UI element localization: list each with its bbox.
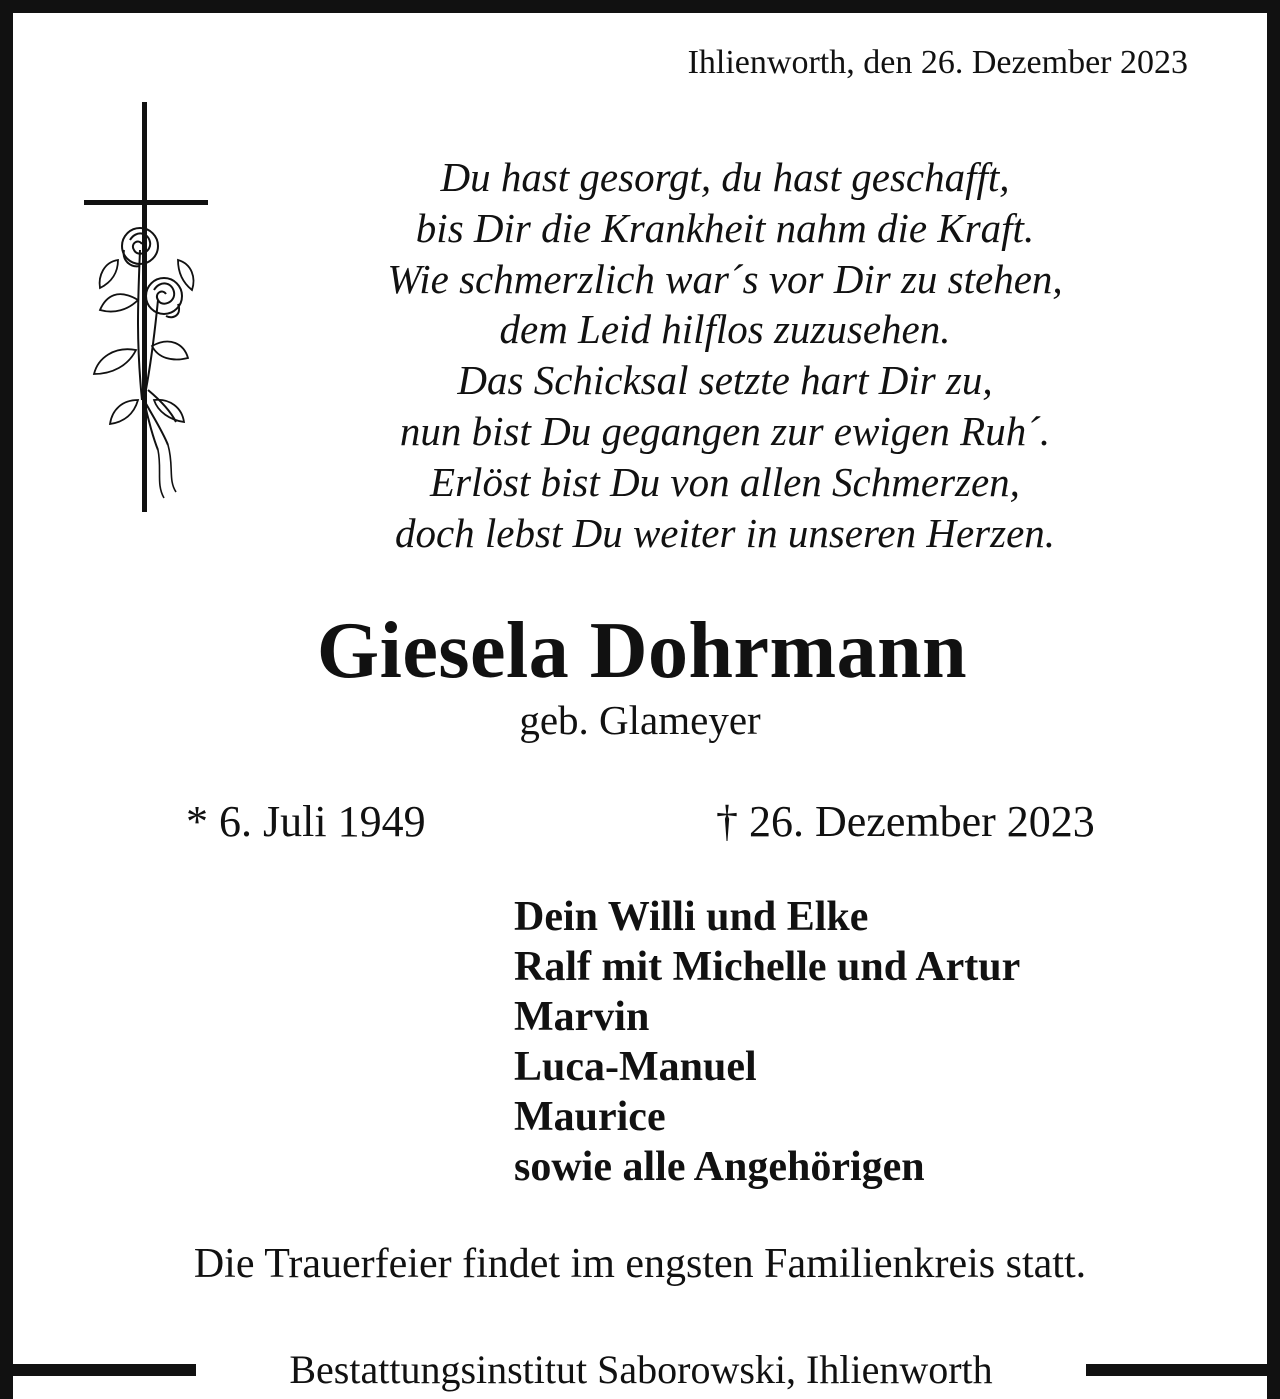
poem-line: nun bist Du gegangen zur ewigen Ruh´. xyxy=(399,407,1051,454)
family-line: Luca-Manuel xyxy=(514,1044,757,1090)
poem-line: bis Dir die Krankheit nahm die Kraft. xyxy=(415,204,1035,251)
poem-line: dem Leid hilflos zuzusehen. xyxy=(499,306,951,353)
poem-line: Du hast gesorgt, du hast geschafft, xyxy=(440,154,1010,200)
poem-line: Wie schmerzlich war´s vor Dir zu stehen, xyxy=(387,255,1063,302)
family-line: Dein Willi und Elke xyxy=(514,894,869,940)
deceased-name xyxy=(0,606,1280,696)
poem-line: doch lebst Du weiter in unseren Herzen. xyxy=(394,509,1056,556)
birth-date: * 6. Juli 1949 xyxy=(186,797,426,846)
family-line: Maurice xyxy=(514,1094,666,1140)
death-date: † 26. Dezember 2023 xyxy=(716,797,1095,846)
family-line: Ralf mit Michelle und Artur xyxy=(514,944,1021,990)
funeral-home: Bestattungsinstitut Saborowski, Ihlienworth xyxy=(289,1347,993,1392)
deceased-name-text: Giesela Dohrmann xyxy=(316,607,968,695)
cross-with-roses-icon xyxy=(78,100,218,520)
poem-line: Das Schicksal setzte hart Dir zu, xyxy=(457,357,993,404)
family-line: Marvin xyxy=(514,994,650,1040)
family-line: sowie alle Angehörigen xyxy=(514,1144,925,1190)
place-date: Ihlienworth, den 26. Dezember 2023 xyxy=(687,44,1188,81)
poem xyxy=(300,152,1150,558)
ceremony-note: Die Trauerfeier findet im engsten Familienkreis statt. xyxy=(193,1241,1087,1287)
family-list xyxy=(514,892,1020,1192)
bottom-rule-right xyxy=(1086,1364,1280,1376)
bottom-rule-left xyxy=(0,1364,196,1376)
birth-name: geb. Glameyer xyxy=(519,697,761,743)
poem-line: Erlöst bist Du von allen Schmerzen, xyxy=(430,458,1020,505)
